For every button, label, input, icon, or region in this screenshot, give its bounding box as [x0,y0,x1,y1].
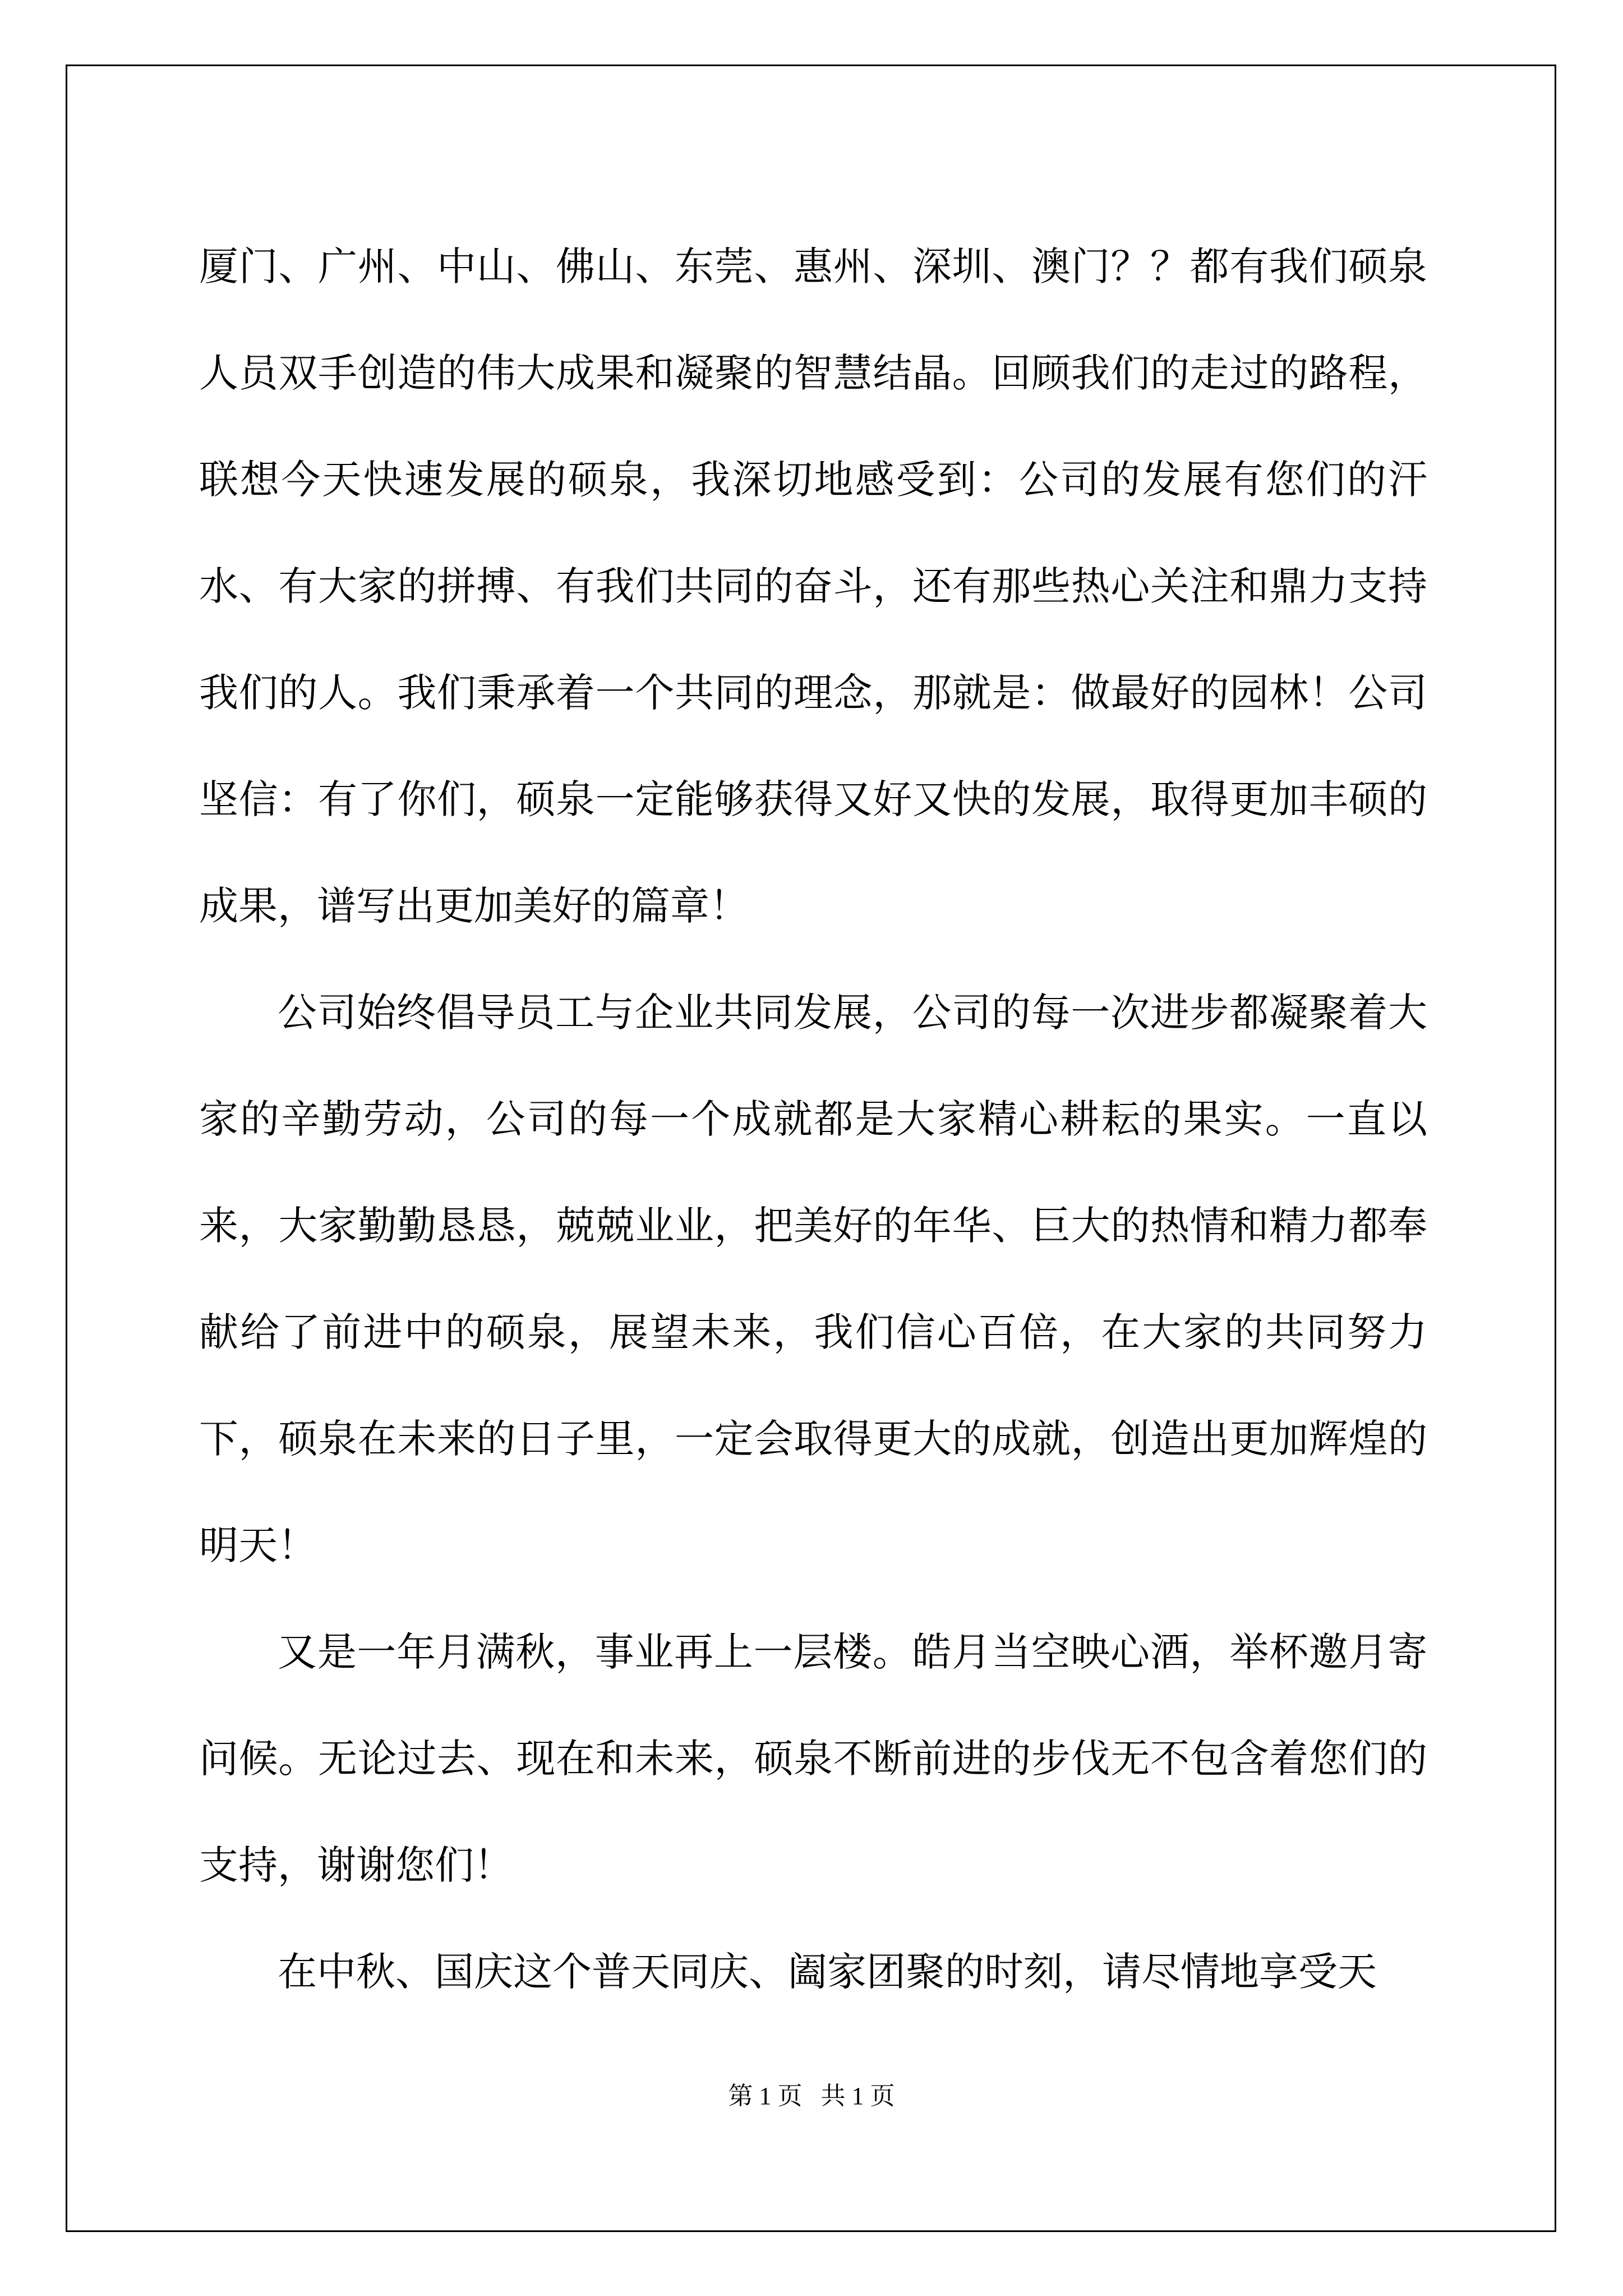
page-footer: 第 1 页 共 1 页 [728,2082,895,2110]
paragraph-4: 在中秋、国庆这个普天同庆、阖家团聚的时刻，请尽情地享受天 [278,1949,1377,1995]
paragraph-1: 厦门、广州、中山、佛山、东莞、惠州、深圳、澳门？？都有我们硕泉人员双手创造的伟大成果和凝聚的智慧结晶。回顾我们的走过的路程，联想今天快速发展的硕泉，我深切地感受到：公司的发展有您们的汗水、有大家的拼搏、有我们共同的奋斗，还有那些热心关注和鼎力支持我们的人。我们秉承着一个共同的理念，那就是：做最好的园林！公司坚信：有了你们，硕泉一定能够获得又好又快的发展，取得更加丰硕的成果，谱写出更加美好的篇章！ [199,243,1427,929]
document-body [199,213,1427,2025]
paragraph-2: 公司始终倡导员工与企业共同发展，公司的每一次进步都凝聚着大家的辛勤劳动，公司的每一个成就都是大家精心耕耘的果实。一直以来，大家勤勤恳恳，兢兢业业，把美好的年华、巨大的热情和精力都奉献给了前进中的硕泉，展望未来，我们信心百倍，在大家的共同努力下，硕泉在未来的日子里，一定会取得更大的成就，创造出更加辉煌的明天！ [199,990,1427,1568]
paragraph-3: 又是一年月满秋，事业再上一层楼。皓月当空映心酒，举杯邀月寄问候。无论过去、现在和未来，硕泉不断前进的步伐无不包含着您们的支持，谢谢您们！ [199,1629,1427,1888]
